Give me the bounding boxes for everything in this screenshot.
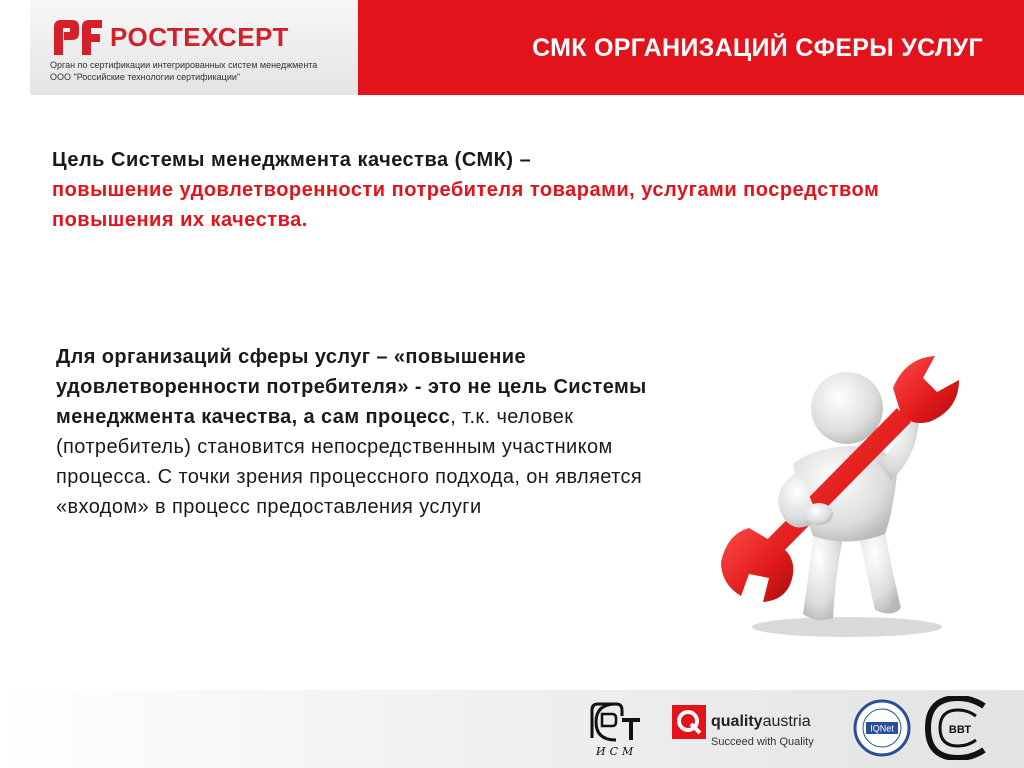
rostexcert-logo-icon <box>50 17 106 57</box>
slide-title: СМК ОРГАНИЗАЦИЙ СФЕРЫ УСЛУГ <box>532 34 983 62</box>
header <box>0 0 1024 95</box>
title-bar <box>358 0 1024 95</box>
vvt-logo-icon <box>924 696 994 760</box>
goal-highlight: повышение удовлетворенности потребителя товарами, услугами посредством повышения их качества. <box>52 179 880 231</box>
qms-goal-paragraph <box>52 145 912 235</box>
iqnet-label: IQNet <box>870 723 894 734</box>
company-logo-block <box>30 0 358 95</box>
vvt-label: ВВТ <box>948 724 972 736</box>
company-name: РОСТЕХСЕРТ <box>110 22 289 52</box>
quality-austria-tagline: Succeed with Quality <box>711 736 814 748</box>
service-paragraph <box>56 342 696 522</box>
goal-lead: Цель Системы менеджмента качества (СМК) – <box>52 149 532 171</box>
person-with-wrench-illustration <box>697 352 988 641</box>
quality-austria-q-icon <box>672 705 706 739</box>
company-description: Орган по сертификации интегрированных систем менеджмента ООО "Российские технологии сертификации" <box>50 60 318 82</box>
gost-r-logo-icon <box>586 700 646 758</box>
iqnet-logo-icon <box>852 698 912 758</box>
quality-austria-wordmark: qualityaustria <box>711 713 811 730</box>
service-bold-text: Для организаций сферы услуг – «повышение удовлетворенности потребителя» - это не цель Системы менеджмента качества, а сам процесс <box>56 346 647 428</box>
gost-ism-label: ИСМ <box>596 745 638 758</box>
service-normal-text: , т.к. человек (потребитель) становится непосредственным участником процесса. С точки зрения процессного подхода, он является «входом» в процесс предоставления услуги <box>56 406 643 518</box>
